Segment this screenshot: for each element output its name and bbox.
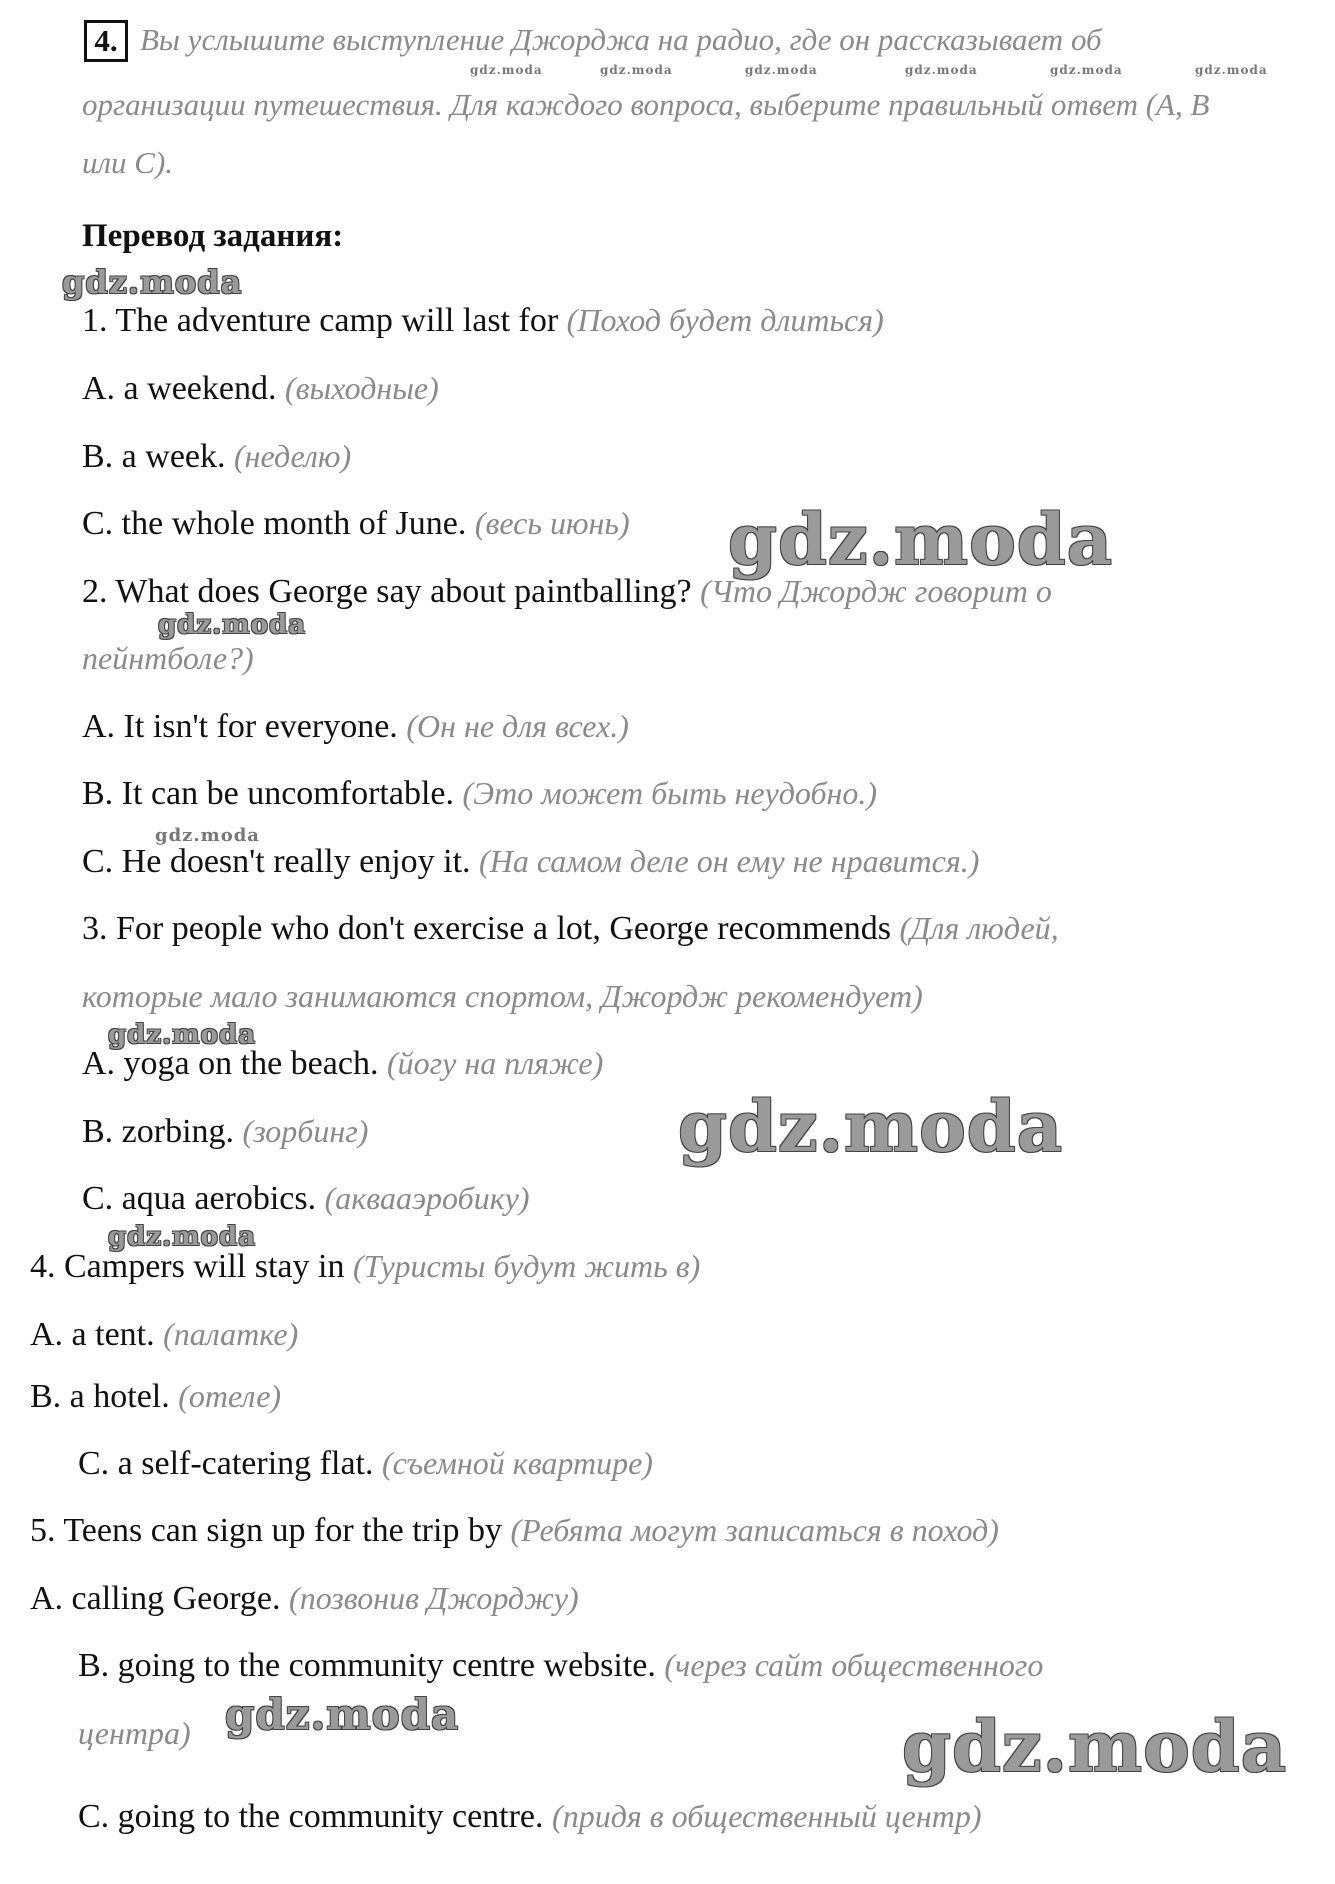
option-5a: A. calling George. (позвонив Джорджу) [30,1580,579,1617]
watermark: gdz.moda [225,1690,460,1739]
watermark: gdz.moda [728,498,1114,581]
watermark: gdz.moda [678,1085,1064,1168]
watermark: gdz.moda [905,63,978,77]
question-4: 4. Campers will stay in (Туристы будут жить в) [30,1248,701,1285]
option-4a: A. a tent. (палатке) [30,1316,299,1353]
question-5: 5. Teens can sign up for the trip by (Ребята могут записаться в поход) [30,1512,999,1549]
option-3a: A. yoga on the beach. (йогу на пляже) [82,1045,604,1082]
watermark: gdz.moda [1195,63,1268,77]
question-3: 3. For people who don't exercise a lot, George recommends (Для людей, [82,910,1059,947]
watermark: gdz.moda [158,610,307,640]
question-1: 1. The adventure camp will last for (Поход будет длиться) [82,302,884,339]
option-2b: B. It can be uncomfortable. (Это может быть неудобно.) [82,775,878,812]
task-instruction-line-3: или C). [82,145,174,180]
option-2c: C. He doesn't really enjoy it. (На самом деле он ему не нравится.) [82,843,980,880]
option-1c: C. the whole month of June. (весь июнь) [82,505,630,542]
watermark: gdz.moda [745,63,818,77]
task-instruction-line-2: организации путешествия. Для каждого вопроса, выберите правильный ответ (A, B [82,87,1210,122]
watermark: gdz.moda [108,1222,257,1252]
watermark: gdz.moda [902,1705,1288,1788]
option-3c: C. aqua aerobics. (аквааэробику) [82,1180,530,1217]
option-4b: B. a hotel. (отеле) [30,1378,282,1415]
task-instruction-line-1: Вы услышите выступление Джорджа на радио, где он рассказывает об [140,22,1102,57]
option-5b: B. going to the community centre website. (через сайт общественного [78,1647,1044,1684]
watermark: gdz.moda [108,1020,257,1050]
section-heading: Перевод задания: [82,218,344,254]
watermark: gdz.moda [62,263,243,301]
option-4c: C. a self-catering flat. (съемной квартире) [78,1445,653,1482]
option-3b: B. zorbing. (зорбинг) [82,1113,369,1150]
option-2a: A. It isn't for everyone. (Он не для всех.) [82,708,629,745]
watermark: gdz.moda [155,825,260,846]
watermark: gdz.moda [470,63,543,77]
question-2: 2. What does George say about paintballing? (Что Джордж говорит о [82,573,1052,610]
option-5b-cont: центра) [78,1715,191,1751]
question-3-cont: которые мало занимаются спортом, Джордж рекомендует) [82,978,923,1014]
option-1b: B. a week. (неделю) [82,438,352,475]
task-number: 4. [84,20,128,62]
option-5c: C. going to the community centre. (придя в общественный центр) [78,1798,982,1835]
watermark: gdz.moda [600,63,673,77]
watermark: gdz.moda [1050,63,1123,77]
option-1a: A. a weekend. (выходные) [82,370,439,407]
question-2-cont: пейнтболе?) [82,640,254,676]
